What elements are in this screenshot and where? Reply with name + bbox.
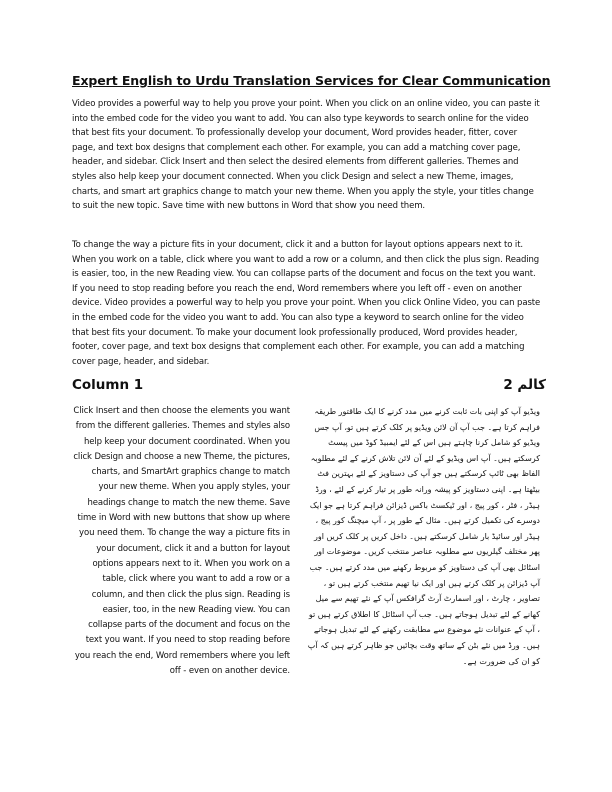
column-2-body: ویڈیو آپ کو اپنی بات ثابت کرنے میں مدد کرنے کا ایک طاقتور طریقہ فراہم کرتا ہے۔ جب آپ آن لائن ویڈیو پر کلک کرتے ہیں تو، آپ جس ویڈیو کو شامل کرنا چاہتے ہیں اس کے لئے ایمبیڈ کوڈ میں پیسٹ کرسکتے ہیں۔ آپ اس ویڈیو کے لئے آن لائن تلاش کرنے کے لئے مطلوبہ الفاظ بھی ٹائپ کرسکتے ہیں جو آپ کی دستاویز کے لئے بہترین فٹ بیٹھتا ہے۔ اپنی دستاویز کو پیشہ ورانہ طور پر تیار کرنے کے لئے ، ورڈ ہیڈر ، فٹر ، کور پیج ، اور ٹیکسٹ باکس ڈیزائن فراہم کرتا ہے جو ایک دوسرے کی تکمیل کرتے ہیں۔ مثال کے طور پر ، آپ میچنگ کور پیج ، ہیڈر اور سائیڈ بار شامل کرسکتے ہیں۔ داخل کریں پر کلک کریں اور پھر مختلف گیلریوں سے مطلوبہ عناصر منتخب کریں۔ موضوعات اور اسٹائل بھی آپ کی دستاویز کو مربوط رکھنے میں مدد کرتے ہیں۔ جب آپ ڈیزائن پر کلک کرتے ہیں اور ایک نیا تھیم منتخب کرتے ہیں تو ، تصاویر ، چارٹ ، اور اسمارٹ آرٹ گرافکس آپ کے نئے تھیم سے میل کھانے کے لئے تبدیل ہوجاتے ہیں۔ جب آپ اسٹائل کا اطلاق کرتے ہیں تو ، آپ کے عنوانات نئے موضوع سے مطابقت رکھنے کے لئے تبدیل ہوجاتے ہیں۔ ورڈ میں نئے بٹن کے ساتھ وقت بچائیں جو ظاہر کرتے ہیں کہ آپ کو ان کی ضرورت ہے۔: [307, 407, 540, 666]
document-title: Expert English to Urdu Translation Services for Clear Communication: [72, 73, 551, 88]
intro-paragraph: Video provides a powerful way to help you prove your point. When you click on an online video, you can paste it into the embed code for the video you want to add. You can also type keywords to search online for the video that best fits your document. To professionally develop your document, Word provides header, fitter, cover page, and text box designs that complement each other. For example, you can add a matching cover page, header, and sidebar. Click Insert and then select the desired elements from different galleries. Themes and styles also help keep your document connected. When you click Design and select a new Theme, images, charts, and smart art graphics change to match your new theme. When you apply the style, your titles change to suit the new topic. Save time with new buttons in Word that show you need them.: [72, 99, 540, 212]
second-paragraph: To change the way a picture fits in your document, click it and a button for layout options appears next to it. When you work on a table, click where you want to add a row or a column, and then click the plus sign. Reading is easier, too, in the new Reading view. You can collapse parts of the document and focus on the text you want. If you need to stop reading before you reach the end, Word remembers where you left off - even on another device. Video provides a powerful way to help you prove your point. When you click Online Video, you can paste in the embed code for the video you want to add. You can also type a keyword to search online for the video that best fits your document. To make your document look professionally produced, Word provides header, footer, cover page, and text box designs that complement each other. For example, you can add a matching cover page, header, and sidebar.: [72, 240, 541, 367]
column-1-heading: Column 1: [72, 377, 144, 393]
column-2-heading: کالم 2: [503, 377, 546, 393]
column-1-body: Click Insert and then choose the elements you want from the different galleries. Themes and styles also help keep your document coordinated. When you click Design and choose a new Theme, the pictures, charts, and SmartArt graphics change to match your new theme. When you apply styles, your headings change to match the new theme. Save time in Word with new buttons that show up where you need them. To change the way a picture fits in your document, click it and a button for layout options appears next to it. When you work on a table, click where you want to add a row or a column, and then click the plus sign. Reading is easier, too, in the new Reading view. You can collapse parts of the document and focus on the text you want. If you need to stop reading before you reach the end, Word remembers where you left off - even on another device.: [73, 406, 290, 677]
